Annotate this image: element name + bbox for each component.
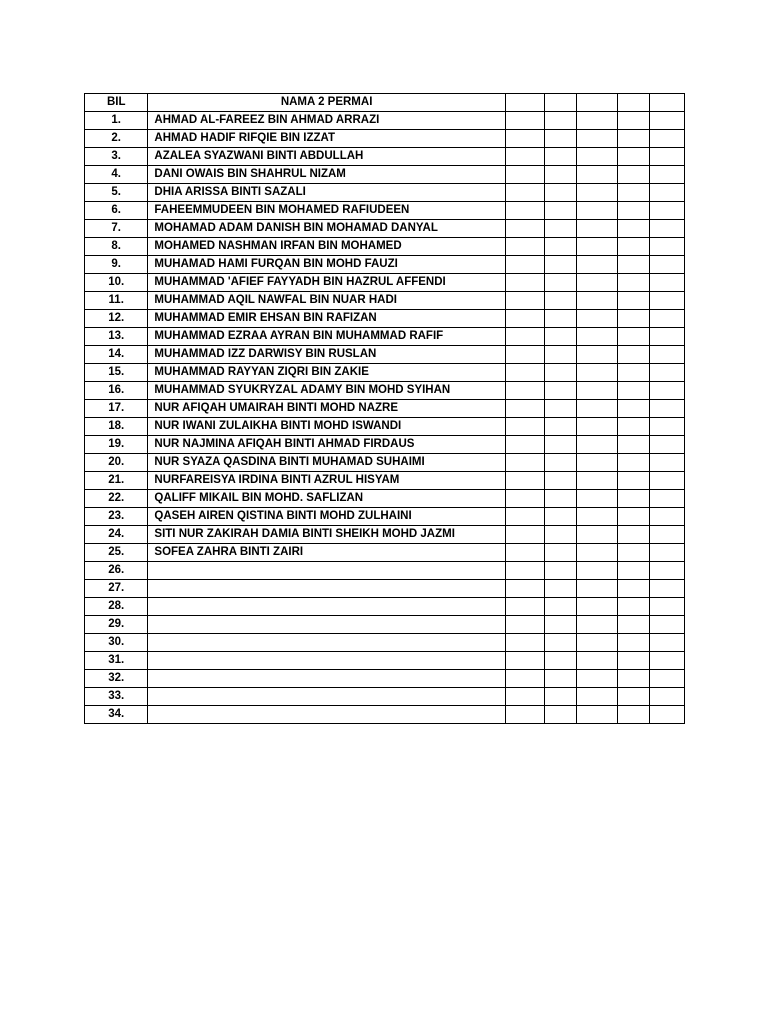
tick-cell-3 [577, 706, 617, 724]
tick-cell-2 [545, 112, 577, 130]
tick-cell-1 [505, 256, 544, 274]
row-number-cell: 18. [85, 418, 148, 436]
column-header-blank-4 [617, 94, 649, 112]
tick-cell-4 [617, 130, 649, 148]
tick-cell-3 [577, 418, 617, 436]
tick-cell-4 [617, 220, 649, 238]
tick-cell-3 [577, 526, 617, 544]
tick-cell-4 [617, 670, 649, 688]
tick-cell-5 [649, 616, 684, 634]
tick-cell-1 [505, 274, 544, 292]
student-name-cell: SOFEA ZAHRA BINTI ZAIRI [148, 544, 505, 562]
tick-cell-2 [545, 202, 577, 220]
tick-cell-1 [505, 400, 544, 418]
student-name-cell [148, 670, 505, 688]
tick-cell-2 [545, 184, 577, 202]
tick-cell-2 [545, 220, 577, 238]
tick-cell-3 [577, 166, 617, 184]
student-name-cell: QASEH AIREN QISTINA BINTI MOHD ZULHAINI [148, 508, 505, 526]
tick-cell-3 [577, 616, 617, 634]
tick-cell-2 [545, 292, 577, 310]
tick-cell-3 [577, 148, 617, 166]
table-row [85, 310, 685, 328]
table-header-row [85, 94, 685, 112]
student-name-cell [148, 688, 505, 706]
tick-cell-2 [545, 544, 577, 562]
table-row [85, 472, 685, 490]
row-number-cell: 11. [85, 292, 148, 310]
tick-cell-5 [649, 490, 684, 508]
tick-cell-4 [617, 328, 649, 346]
row-number-cell: 10. [85, 274, 148, 292]
table-row [85, 598, 685, 616]
tick-cell-5 [649, 274, 684, 292]
tick-cell-5 [649, 382, 684, 400]
student-name-cell: AZALEA SYAZWANI BINTI ABDULLAH [148, 148, 505, 166]
tick-cell-2 [545, 652, 577, 670]
tick-cell-5 [649, 220, 684, 238]
tick-cell-3 [577, 562, 617, 580]
tick-cell-4 [617, 490, 649, 508]
tick-cell-4 [617, 634, 649, 652]
tick-cell-4 [617, 706, 649, 724]
table-row [85, 202, 685, 220]
tick-cell-1 [505, 580, 544, 598]
student-name-cell: NUR NAJMINA AFIQAH BINTI AHMAD FIRDAUS [148, 436, 505, 454]
tick-cell-4 [617, 382, 649, 400]
tick-cell-4 [617, 454, 649, 472]
tick-cell-5 [649, 328, 684, 346]
class-name-list-table [84, 93, 685, 724]
tick-cell-3 [577, 544, 617, 562]
tick-cell-5 [649, 310, 684, 328]
row-number-cell: 32. [85, 670, 148, 688]
tick-cell-2 [545, 364, 577, 382]
tick-cell-2 [545, 310, 577, 328]
tick-cell-2 [545, 472, 577, 490]
row-number-cell: 29. [85, 616, 148, 634]
table-row [85, 706, 685, 724]
table-row [85, 148, 685, 166]
tick-cell-3 [577, 220, 617, 238]
row-number-cell: 17. [85, 400, 148, 418]
column-header-bil: BIL [85, 94, 148, 112]
tick-cell-4 [617, 598, 649, 616]
tick-cell-4 [617, 202, 649, 220]
tick-cell-1 [505, 670, 544, 688]
row-number-cell: 30. [85, 634, 148, 652]
tick-cell-3 [577, 688, 617, 706]
tick-cell-2 [545, 166, 577, 184]
tick-cell-3 [577, 598, 617, 616]
tick-cell-2 [545, 274, 577, 292]
tick-cell-4 [617, 184, 649, 202]
student-name-cell: NUR SYAZA QASDINA BINTI MUHAMAD SUHAIMI [148, 454, 505, 472]
table-row [85, 382, 685, 400]
tick-cell-5 [649, 544, 684, 562]
tick-cell-5 [649, 706, 684, 724]
tick-cell-5 [649, 418, 684, 436]
row-number-cell: 20. [85, 454, 148, 472]
student-name-cell: DHIA ARISSA BINTI SAZALI [148, 184, 505, 202]
tick-cell-1 [505, 436, 544, 454]
row-number-cell: 13. [85, 328, 148, 346]
tick-cell-5 [649, 130, 684, 148]
student-name-cell: MUHAMMAD IZZ DARWISY BIN RUSLAN [148, 346, 505, 364]
table-row [85, 400, 685, 418]
tick-cell-2 [545, 400, 577, 418]
table-row [85, 328, 685, 346]
tick-cell-3 [577, 400, 617, 418]
tick-cell-5 [649, 580, 684, 598]
row-number-cell: 27. [85, 580, 148, 598]
table-row [85, 454, 685, 472]
row-number-cell: 21. [85, 472, 148, 490]
column-header-blank-1 [505, 94, 544, 112]
tick-cell-4 [617, 562, 649, 580]
tick-cell-4 [617, 256, 649, 274]
tick-cell-5 [649, 562, 684, 580]
table-row [85, 166, 685, 184]
row-number-cell: 24. [85, 526, 148, 544]
table-row [85, 364, 685, 382]
student-name-cell [148, 580, 505, 598]
tick-cell-4 [617, 544, 649, 562]
tick-cell-3 [577, 130, 617, 148]
tick-cell-2 [545, 346, 577, 364]
row-number-cell: 26. [85, 562, 148, 580]
student-name-cell: MOHAMED NASHMAN IRFAN BIN MOHAMED [148, 238, 505, 256]
tick-cell-4 [617, 346, 649, 364]
tick-cell-3 [577, 364, 617, 382]
student-name-cell: SITI NUR ZAKIRAH DAMIA BINTI SHEIKH MOHD JAZMI [148, 526, 505, 544]
tick-cell-4 [617, 418, 649, 436]
tick-cell-4 [617, 364, 649, 382]
tick-cell-4 [617, 292, 649, 310]
row-number-cell: 14. [85, 346, 148, 364]
tick-cell-4 [617, 310, 649, 328]
row-number-cell: 2. [85, 130, 148, 148]
tick-cell-2 [545, 688, 577, 706]
student-name-cell: MUHAMMAD RAYYAN ZIQRI BIN ZAKIE [148, 364, 505, 382]
tick-cell-3 [577, 472, 617, 490]
tick-cell-3 [577, 490, 617, 508]
table-row [85, 490, 685, 508]
tick-cell-2 [545, 598, 577, 616]
student-name-cell [148, 634, 505, 652]
tick-cell-1 [505, 166, 544, 184]
tick-cell-1 [505, 112, 544, 130]
tick-cell-5 [649, 238, 684, 256]
tick-cell-3 [577, 670, 617, 688]
tick-cell-1 [505, 634, 544, 652]
tick-cell-5 [649, 346, 684, 364]
table-body [85, 112, 685, 724]
table-row [85, 436, 685, 454]
tick-cell-3 [577, 652, 617, 670]
student-name-cell: MUHAMMAD EZRAA AYRAN BIN MUHAMMAD RAFIF [148, 328, 505, 346]
tick-cell-1 [505, 148, 544, 166]
student-name-cell [148, 562, 505, 580]
tick-cell-1 [505, 454, 544, 472]
tick-cell-1 [505, 292, 544, 310]
tick-cell-5 [649, 148, 684, 166]
tick-cell-2 [545, 418, 577, 436]
tick-cell-1 [505, 688, 544, 706]
table-row [85, 184, 685, 202]
column-header-blank-5 [649, 94, 684, 112]
table-row [85, 346, 685, 364]
student-name-cell: NUR AFIQAH UMAIRAH BINTI MOHD NAZRE [148, 400, 505, 418]
tick-cell-1 [505, 238, 544, 256]
student-name-cell [148, 706, 505, 724]
student-name-cell: MUHAMMAD AQIL NAWFAL BIN NUAR HADI [148, 292, 505, 310]
student-name-cell: NUR IWANI ZULAIKHA BINTI MOHD ISWANDI [148, 418, 505, 436]
tick-cell-5 [649, 508, 684, 526]
tick-cell-1 [505, 328, 544, 346]
tick-cell-3 [577, 382, 617, 400]
tick-cell-3 [577, 112, 617, 130]
row-number-cell: 5. [85, 184, 148, 202]
tick-cell-4 [617, 166, 649, 184]
table-row [85, 238, 685, 256]
tick-cell-1 [505, 598, 544, 616]
tick-cell-3 [577, 184, 617, 202]
tick-cell-1 [505, 508, 544, 526]
table-row [85, 688, 685, 706]
row-number-cell: 15. [85, 364, 148, 382]
student-name-cell: QALIFF MIKAIL BIN MOHD. SAFLIZAN [148, 490, 505, 508]
column-header-blank-3 [577, 94, 617, 112]
student-name-cell: MUHAMMAD 'AFIEF FAYYADH BIN HAZRUL AFFENDI [148, 274, 505, 292]
tick-cell-2 [545, 130, 577, 148]
tick-cell-1 [505, 202, 544, 220]
table-row [85, 292, 685, 310]
tick-cell-3 [577, 238, 617, 256]
tick-cell-2 [545, 382, 577, 400]
tick-cell-4 [617, 148, 649, 166]
row-number-cell: 12. [85, 310, 148, 328]
table-row [85, 220, 685, 238]
tick-cell-5 [649, 454, 684, 472]
tick-cell-4 [617, 580, 649, 598]
tick-cell-3 [577, 436, 617, 454]
tick-cell-5 [649, 436, 684, 454]
row-number-cell: 9. [85, 256, 148, 274]
student-name-cell: AHMAD HADIF RIFQIE BIN IZZAT [148, 130, 505, 148]
tick-cell-3 [577, 580, 617, 598]
tick-cell-4 [617, 526, 649, 544]
tick-cell-1 [505, 364, 544, 382]
row-number-cell: 4. [85, 166, 148, 184]
tick-cell-2 [545, 508, 577, 526]
table-row [85, 526, 685, 544]
table-row [85, 130, 685, 148]
table-row [85, 256, 685, 274]
student-name-cell [148, 616, 505, 634]
row-number-cell: 8. [85, 238, 148, 256]
tick-cell-2 [545, 580, 577, 598]
student-name-cell: NURFAREISYA IRDINA BINTI AZRUL HISYAM [148, 472, 505, 490]
tick-cell-1 [505, 526, 544, 544]
tick-cell-3 [577, 508, 617, 526]
tick-cell-3 [577, 634, 617, 652]
row-number-cell: 7. [85, 220, 148, 238]
table-row [85, 634, 685, 652]
tick-cell-5 [649, 166, 684, 184]
tick-cell-1 [505, 562, 544, 580]
tick-cell-1 [505, 310, 544, 328]
tick-cell-3 [577, 328, 617, 346]
tick-cell-4 [617, 274, 649, 292]
row-number-cell: 3. [85, 148, 148, 166]
tick-cell-5 [649, 526, 684, 544]
tick-cell-2 [545, 490, 577, 508]
table-row [85, 418, 685, 436]
tick-cell-5 [649, 472, 684, 490]
tick-cell-5 [649, 292, 684, 310]
tick-cell-3 [577, 454, 617, 472]
tick-cell-5 [649, 634, 684, 652]
tick-cell-2 [545, 148, 577, 166]
row-number-cell: 25. [85, 544, 148, 562]
tick-cell-1 [505, 382, 544, 400]
row-number-cell: 19. [85, 436, 148, 454]
row-number-cell: 23. [85, 508, 148, 526]
tick-cell-5 [649, 670, 684, 688]
row-number-cell: 6. [85, 202, 148, 220]
tick-cell-1 [505, 220, 544, 238]
tick-cell-4 [617, 616, 649, 634]
tick-cell-4 [617, 688, 649, 706]
tick-cell-3 [577, 202, 617, 220]
tick-cell-2 [545, 256, 577, 274]
tick-cell-1 [505, 184, 544, 202]
student-name-cell [148, 652, 505, 670]
column-header-blank-2 [545, 94, 577, 112]
tick-cell-5 [649, 202, 684, 220]
student-name-cell: MUHAMMAD SYUKRYZAL ADAMY BIN MOHD SYIHAN [148, 382, 505, 400]
tick-cell-2 [545, 634, 577, 652]
tick-cell-5 [649, 688, 684, 706]
tick-cell-1 [505, 652, 544, 670]
student-name-cell: MUHAMMAD EMIR EHSAN BIN RAFIZAN [148, 310, 505, 328]
tick-cell-4 [617, 652, 649, 670]
tick-cell-1 [505, 616, 544, 634]
tick-cell-1 [505, 418, 544, 436]
tick-cell-5 [649, 112, 684, 130]
tick-cell-4 [617, 436, 649, 454]
tick-cell-4 [617, 238, 649, 256]
student-name-cell: DANI OWAIS BIN SHAHRUL NIZAM [148, 166, 505, 184]
row-number-cell: 1. [85, 112, 148, 130]
row-number-cell: 31. [85, 652, 148, 670]
tick-cell-3 [577, 274, 617, 292]
tick-cell-2 [545, 328, 577, 346]
student-name-cell [148, 598, 505, 616]
table-row [85, 562, 685, 580]
table-row [85, 112, 685, 130]
row-number-cell: 16. [85, 382, 148, 400]
student-name-cell: AHMAD AL-FAREEZ BIN AHMAD ARRAZI [148, 112, 505, 130]
tick-cell-1 [505, 490, 544, 508]
tick-cell-2 [545, 436, 577, 454]
tick-cell-2 [545, 706, 577, 724]
column-header-name: NAMA 2 PERMAI [148, 94, 505, 112]
tick-cell-5 [649, 256, 684, 274]
table-row [85, 616, 685, 634]
tick-cell-2 [545, 238, 577, 256]
tick-cell-5 [649, 184, 684, 202]
row-number-cell: 22. [85, 490, 148, 508]
tick-cell-4 [617, 400, 649, 418]
table-row [85, 274, 685, 292]
row-number-cell: 34. [85, 706, 148, 724]
tick-cell-3 [577, 256, 617, 274]
row-number-cell: 33. [85, 688, 148, 706]
tick-cell-1 [505, 544, 544, 562]
table-row [85, 508, 685, 526]
tick-cell-2 [545, 526, 577, 544]
table-row [85, 670, 685, 688]
tick-cell-2 [545, 562, 577, 580]
tick-cell-1 [505, 472, 544, 490]
table-row [85, 580, 685, 598]
tick-cell-2 [545, 616, 577, 634]
tick-cell-1 [505, 130, 544, 148]
tick-cell-5 [649, 652, 684, 670]
student-name-cell: MUHAMAD HAMI FURQAN BIN MOHD FAUZI [148, 256, 505, 274]
tick-cell-4 [617, 472, 649, 490]
tick-cell-3 [577, 310, 617, 328]
tick-cell-5 [649, 598, 684, 616]
tick-cell-5 [649, 400, 684, 418]
student-name-cell: FAHEEMMUDEEN BIN MOHAMED RAFIUDEEN [148, 202, 505, 220]
tick-cell-4 [617, 508, 649, 526]
tick-cell-5 [649, 364, 684, 382]
table-row [85, 652, 685, 670]
table-row [85, 544, 685, 562]
tick-cell-3 [577, 292, 617, 310]
row-number-cell: 28. [85, 598, 148, 616]
student-name-cell: MOHAMAD ADAM DANISH BIN MOHAMAD DANYAL [148, 220, 505, 238]
tick-cell-2 [545, 454, 577, 472]
tick-cell-1 [505, 346, 544, 364]
tick-cell-4 [617, 112, 649, 130]
tick-cell-2 [545, 670, 577, 688]
tick-cell-3 [577, 346, 617, 364]
tick-cell-1 [505, 706, 544, 724]
